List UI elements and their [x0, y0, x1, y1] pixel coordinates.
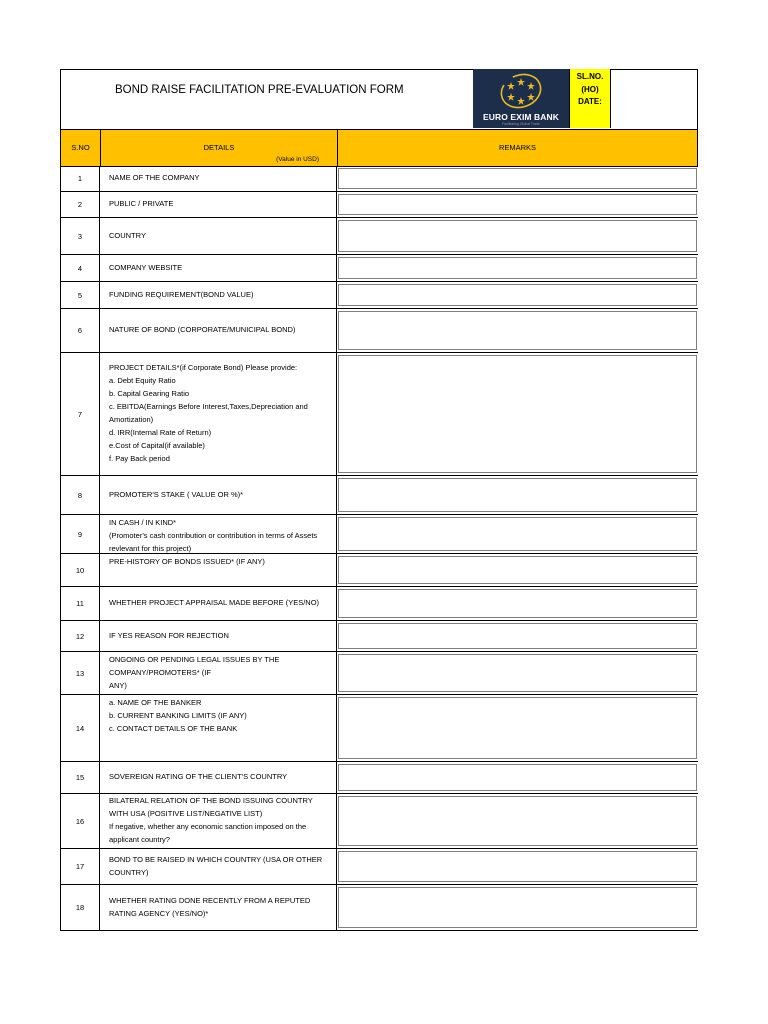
form-title: BOND RAISE FACILITATION PRE-EVALUATION FORM: [115, 84, 404, 96]
remarks-input[interactable]: [338, 623, 697, 649]
table-row: [60, 218, 698, 255]
row-details: FUNDING REQUIREMENT(BOND VALUE): [100, 282, 337, 308]
table-row: [60, 554, 698, 587]
remarks-field[interactable]: [337, 309, 698, 352]
table-row: [60, 192, 698, 218]
sl-no-label: SL.NO.: [576, 72, 604, 81]
remarks-input[interactable]: [338, 220, 697, 252]
table-row: [60, 652, 698, 695]
remarks-field[interactable]: [337, 554, 698, 586]
row-details: PRE-HISTORY OF BONDS ISSUED* (IF ANY): [100, 554, 337, 586]
row-number: 7: [60, 353, 100, 475]
remarks-field[interactable]: [337, 515, 698, 553]
row-details: BILATERAL RELATION OF THE BOND ISSUING COUNTRY WITH USA (POSITIVE LIST/NEGATIVE LIST) If negative, whether any economic sanction imposed on the applicant country?: [100, 794, 337, 848]
row-details: IN CASH / IN KIND* (Promoter's cash contribution or contribution in terms of Assets revlevant for this project): [100, 515, 337, 553]
table-row: [60, 885, 698, 931]
remarks-input[interactable]: [338, 851, 697, 882]
remarks-input[interactable]: [338, 764, 697, 791]
remarks-field[interactable]: [337, 652, 698, 694]
row-details: NAME OF THE COMPANY: [100, 166, 337, 191]
row-details: COMPANY WEBSITE: [100, 255, 337, 281]
row-number: 2: [60, 192, 100, 217]
row-number: 4: [60, 255, 100, 281]
table-row: [60, 695, 698, 762]
details-header-subtitle: (Value in USD): [276, 156, 319, 163]
remarks-field[interactable]: [337, 192, 698, 217]
ho-label: (HO): [581, 84, 599, 94]
serial-date-box: [569, 69, 611, 128]
remarks-field[interactable]: [337, 849, 698, 884]
remarks-field[interactable]: [337, 166, 698, 191]
remarks-input[interactable]: [338, 355, 697, 473]
row-details: IF YES REASON FOR REJECTION: [100, 621, 337, 651]
row-number: 5: [60, 282, 100, 308]
remarks-input[interactable]: [338, 796, 697, 846]
details-header-label: DETAILS: [203, 143, 235, 152]
row-number: 1: [60, 166, 100, 191]
remarks-field[interactable]: [337, 621, 698, 651]
form-table: [60, 166, 698, 931]
table-header-row: [60, 129, 698, 167]
remarks-input[interactable]: [338, 168, 697, 189]
row-number: 8: [60, 476, 100, 514]
row-number: 10: [60, 554, 100, 586]
table-row: [60, 282, 698, 309]
logo-text: EURO EXIM BANK: [482, 112, 559, 122]
row-number: 3: [60, 218, 100, 254]
table-row: [60, 849, 698, 885]
table-row: [60, 794, 698, 849]
row-number: 13: [60, 652, 100, 694]
logo-tagline: Facilitating Global Trade: [502, 122, 540, 126]
euro-exim-bank-logo: [473, 69, 569, 128]
remarks-input[interactable]: [338, 284, 697, 306]
row-number: 9: [60, 515, 100, 553]
table-row: [60, 166, 698, 192]
row-details: WHETHER PROJECT APPRAISAL MADE BEFORE (YES/NO): [100, 587, 337, 620]
table-row: [60, 476, 698, 515]
table-row: [60, 255, 698, 282]
table-row: [60, 309, 698, 353]
row-details: PUBLIC / PRIVATE: [100, 192, 337, 217]
column-header-details: [101, 130, 338, 166]
remarks-input[interactable]: [338, 654, 697, 692]
remarks-field[interactable]: [337, 794, 698, 848]
table-row: [60, 515, 698, 554]
remarks-field[interactable]: [337, 695, 698, 761]
remarks-input[interactable]: [338, 697, 697, 759]
column-header-sno: S.NO: [61, 130, 101, 166]
column-header-remarks: REMARKS: [498, 143, 537, 152]
row-number: 15: [60, 762, 100, 793]
remarks-input[interactable]: [338, 887, 697, 928]
remarks-input[interactable]: [338, 311, 697, 350]
date-label: DATE:: [578, 97, 602, 106]
remarks-input[interactable]: [338, 517, 697, 551]
remarks-input[interactable]: [338, 478, 697, 512]
row-details: PROJECT DETAILS*(if Corporate Bond) Please provide: a. Debt Equity Ratio b. Capital Gearing Ratio c. EBITDA(Earnings Before Interest,Taxes,Depreciation and Amortization) d. IRR(Internal Rate of Return) e.Cost of Capital(if available) f. Pay Back period: [100, 353, 337, 475]
remarks-input[interactable]: [338, 257, 697, 279]
table-row: [60, 353, 698, 476]
form-header: [60, 69, 698, 130]
table-row: [60, 587, 698, 621]
remarks-field[interactable]: [337, 353, 698, 475]
row-details: a. NAME OF THE BANKER b. CURRENT BANKING LIMITS (IF ANY) c. CONTACT DETAILS OF THE BANK: [100, 695, 337, 761]
row-number: 12: [60, 621, 100, 651]
remarks-field[interactable]: [337, 282, 698, 308]
remarks-field[interactable]: [337, 587, 698, 620]
table-row: [60, 762, 698, 794]
remarks-field[interactable]: [337, 885, 698, 930]
row-details: COUNTRY: [100, 218, 337, 254]
row-number: 17: [60, 849, 100, 884]
remarks-input[interactable]: [338, 556, 697, 584]
row-details: NATURE OF BOND (CORPORATE/MUNICIPAL BOND): [100, 309, 337, 352]
star-ring-icon: [473, 69, 569, 113]
row-number: 11: [60, 587, 100, 620]
row-number: 18: [60, 885, 100, 930]
remarks-field[interactable]: [337, 218, 698, 254]
remarks-input[interactable]: [338, 194, 697, 215]
remarks-field[interactable]: [337, 255, 698, 281]
row-details: SOVEREIGN RATING OF THE CLIENT'S COUNTRY: [100, 762, 337, 793]
row-details: WHETHER RATING DONE RECENTLY FROM A REPUTED RATING AGENCY (YES/NO)*: [100, 885, 337, 930]
table-row: [60, 621, 698, 652]
row-number: 14: [60, 695, 100, 761]
row-number: 16: [60, 794, 100, 848]
row-number: 6: [60, 309, 100, 352]
row-details: BOND TO BE RAISED IN WHICH COUNTRY (USA OR OTHER COUNTRY): [100, 849, 337, 884]
remarks-input[interactable]: [338, 589, 697, 618]
remarks-field[interactable]: [337, 476, 698, 514]
row-details: PROMOTER'S STAKE ( VALUE OR %)*: [100, 476, 337, 514]
row-details: ONGOING OR PENDING LEGAL ISSUES BY THE COMPANY/PROMOTERS* (IF ANY): [100, 652, 337, 694]
remarks-field[interactable]: [337, 762, 698, 793]
